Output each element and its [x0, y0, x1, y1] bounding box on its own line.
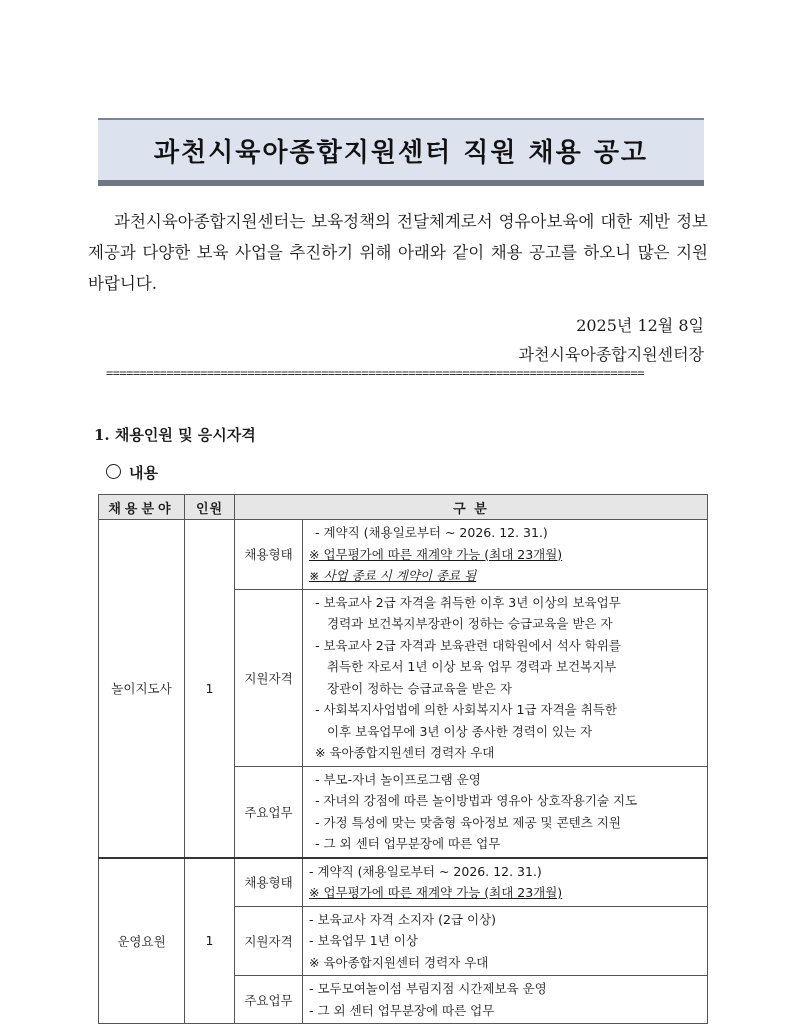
table-row — [99, 520, 708, 590]
list-item: ※ 업무평가에 따른 재계약 가능 (최대 23개월) — [309, 885, 563, 900]
issuer-name: 과천시육아종합지원센터장 — [518, 345, 704, 364]
list-item: - 사회복지사업법에 의한 사회복지사 1급 자격을 취득한 — [315, 702, 617, 717]
list-item: ※ 육아종합지원센터 경력자 우대 — [315, 745, 495, 760]
list-item: 이후 보육업무에 3년 이상 종사한 경력이 있는 자 — [327, 723, 593, 739]
group-label: 지원자격 — [235, 906, 303, 976]
list-item: - 자녀의 강점에 따른 놀이방법과 영유아 상호작용기술 지도 — [315, 793, 638, 808]
separator-line: ================================================================================ — [106, 366, 644, 380]
list-item: - 계약직 (채용일로부터 ~ 2026. 12. 31.) — [309, 863, 542, 879]
list-item: - 그 외 센터 업무분장에 따른 업무 — [315, 836, 501, 851]
section-heading-1: 1. 채용인원 및 응시자격 — [94, 426, 256, 444]
list-item: - 보육교사 2급 자격과 보육관련 대학원에서 석사 학위를 — [315, 637, 621, 653]
list-item: - 그 외 센터 업무분장에 따른 업무 — [309, 1002, 495, 1018]
field-name: 놀이지도사 — [99, 520, 185, 858]
list-item: ※ 사업 종료 시 계약이 종료 됨 — [309, 568, 477, 583]
subsection-heading — [106, 462, 158, 483]
headcount: 1 — [185, 520, 235, 858]
list-item: - 보육교사 자격 소지자 (2급 이상) — [309, 911, 496, 927]
headcount: 1 — [185, 858, 235, 1024]
group-label: 지원자격 — [235, 589, 303, 766]
group-content — [303, 906, 708, 976]
title-box — [98, 118, 704, 186]
list-item: - 가정 특성에 맞는 맞춤형 육아정보 제공 및 콘텐츠 지원 — [315, 814, 621, 830]
header-category: 구 분 — [235, 495, 708, 520]
list-item: - 보육업무 1년 이상 — [309, 933, 418, 948]
intro-text: 과천시육아종합지원센터는 보육정책의 전달체계로서 영유아보육에 대한 제반 정보 제공과 다양한 보육 사업을 추진하기 위해 아래와 같이 채용 공고를 하오니 많은 지원 바랍니다. — [88, 212, 708, 293]
group-label: 주요업무 — [235, 766, 303, 858]
group-content — [303, 589, 708, 766]
recruitment-table — [98, 494, 708, 1024]
group-content — [303, 858, 708, 907]
field-name: 운영요원 — [99, 858, 185, 1024]
list-item: 장관이 정하는 승급교육을 받은 자 — [327, 680, 512, 696]
group-content — [303, 520, 708, 590]
subsection-label: 내용 — [129, 464, 158, 482]
header-field: 채용분야 — [99, 495, 185, 520]
announcement-date: 2025년 12월 8일 — [576, 316, 704, 335]
list-item: - 부모-자녀 놀이프로그램 운영 — [315, 771, 481, 787]
list-item: - 모두모여놀이섬 부림지점 시간제보육 운영 — [309, 981, 547, 996]
circle-bullet-icon — [106, 464, 121, 479]
list-item: - 보육교사 2급 자격을 취득한 이후 3년 이상의 보육업무 — [315, 594, 621, 610]
group-label: 주요업무 — [235, 976, 303, 1024]
table-row — [99, 858, 708, 907]
intro-paragraph — [88, 206, 708, 299]
table-header-row — [99, 495, 708, 520]
list-item: - 계약직 (채용일로부터 ~ 2026. 12. 31.) — [315, 525, 548, 540]
list-item: ※ 업무평가에 따른 재계약 가능 (최대 23개월) — [309, 546, 563, 562]
list-item: 경력과 보건복지부장관이 정하는 승급교육을 받은 자 — [327, 616, 613, 631]
group-label: 채용형태 — [235, 520, 303, 590]
page-title: 과천시육아종합지원센터 직원 채용 공고 — [153, 137, 649, 168]
list-item: ※ 육아종합지원센터 경력자 우대 — [309, 954, 489, 970]
group-content — [303, 976, 708, 1024]
list-item: 취득한 자로서 1년 이상 보육 업무 경력과 보건복지부 — [327, 659, 617, 674]
header-count: 인원 — [185, 495, 235, 520]
group-label: 채용형태 — [235, 858, 303, 907]
group-content — [303, 766, 708, 858]
